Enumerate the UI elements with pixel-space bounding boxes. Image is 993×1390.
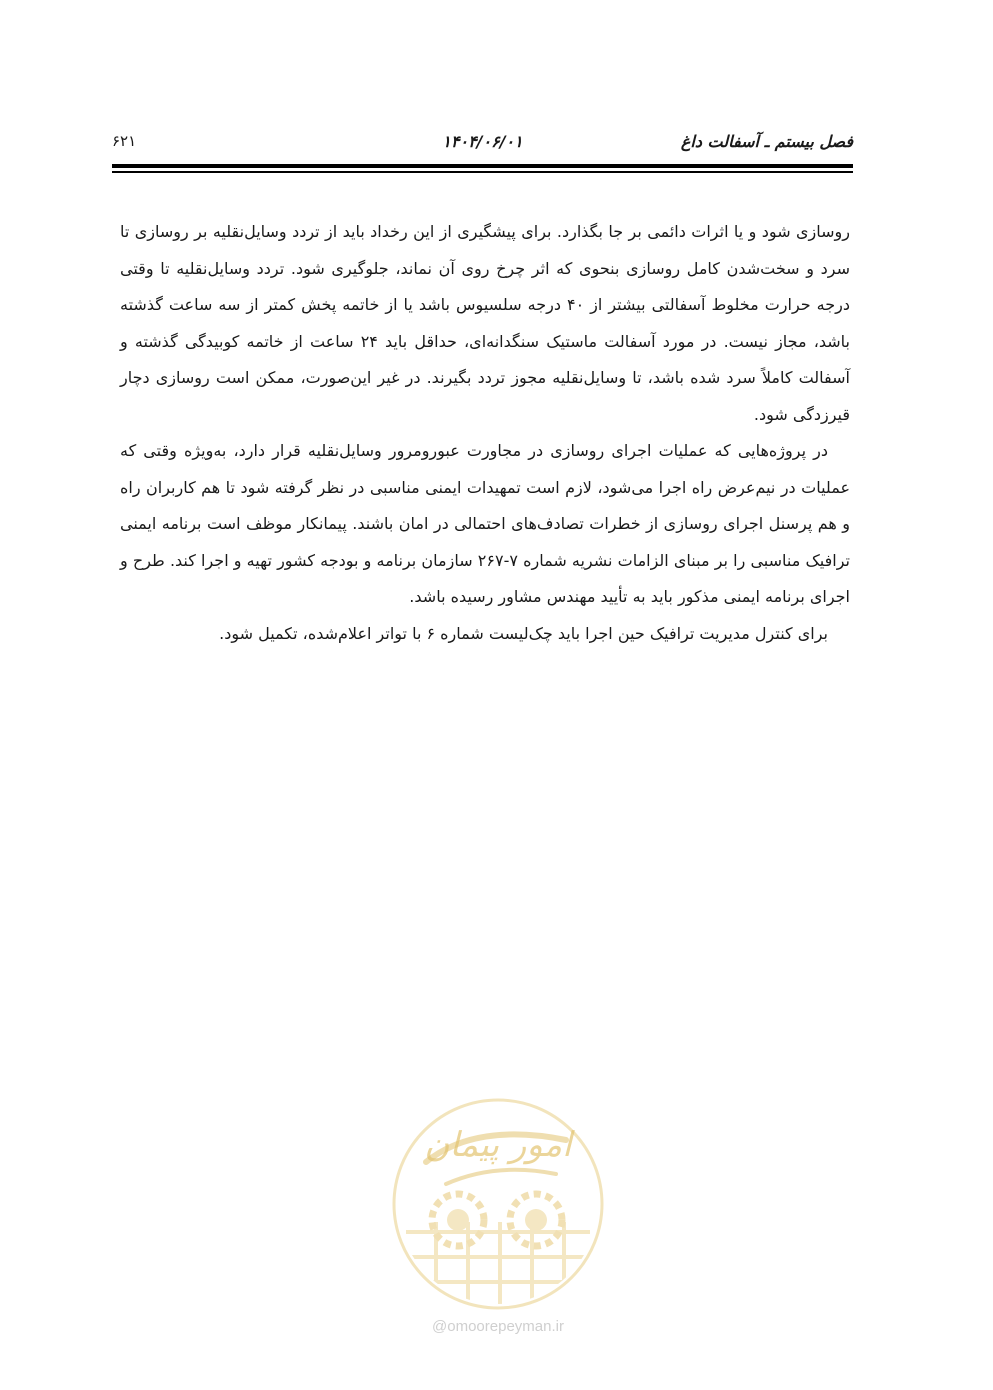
paragraph-2: در پروژه‌هایی که عملیات اجرای روسازی در مجاورت عبورومرور وسایل‌نقلیه قرار دارد، به‌ویژه وقتی که عملیات در نیم‌عرض راه اجرا می‌شود، لازم است تمهیدات ایمنی مناسبی در نظر گرفته شود تا هم کاربران راه و هم پرسنل اجرای روسازی از خطرات تصادف‌های احتمالی در امان باشند. پیمانکار موظف است برنامه ایمنی ترافیک مناسبی را بر مبنای الزامات نشریه شماره ۷-۲۶۷ سازمان برنامه و بودجه کشور تهیه و اجرا کند. طرح و اجرای برنامه ایمنی مذکور باید به تأیید مهندس مشاور رسیده باشد. [120, 441, 850, 606]
page-number: ۶۲۱ [112, 132, 137, 150]
header-date: ۱۴۰۴/۰۶/۰۱ [442, 132, 523, 151]
watermark-logo-text: امور پیمان [424, 1125, 572, 1165]
paragraph-3: برای کنترل مدیریت ترافیک حین اجرا باید چک‌لیست شماره ۶ با تواتر اعلام‌شده، تکمیل شود. [219, 623, 828, 643]
page-header [112, 128, 853, 162]
body-text [120, 214, 850, 652]
chapter-title: فصل بیستم ـ آسفالت داغ [680, 132, 853, 151]
paragraph-1: روسازی شود و یا اثرات دائمی بر جا بگذارد. برای پیشگیری از این رخداد باید از تردد وسایل‌نقلیه بر روسازی تا سرد و سخت‌شدن کامل روسازی بنحوی که اثر چرخ روی آن نماند، جلوگیری شود. تردد وسایل‌نقلیه تا وقتی درجه حرارت مخلوط آسفالتی بیشتر از ۴۰ درجه سلسیوس باشد یا از خاتمه پخش کمتر از سه ساعت گذشته باشد، مجاز نیست. در مورد آسفالت ماستیک سنگدانه‌ای، حداقل باید ۲۴ ساعت از خاتمه کوبیدگی گذشته و آسفالت کاملاً سرد شده باشد، تا وسایل‌نقلیه مجوز تردد بگیرند. در غیر این‌صورت، ممکن است روسازی دچار قیرزدگی شود. [120, 222, 851, 424]
header-rule-thick [112, 164, 853, 168]
header-rule-thin [112, 171, 853, 173]
watermark-caption: @omoorepeyman.ir [432, 1318, 564, 1335]
watermark [386, 1092, 610, 1350]
watermark-logo-icon [386, 1092, 610, 1316]
